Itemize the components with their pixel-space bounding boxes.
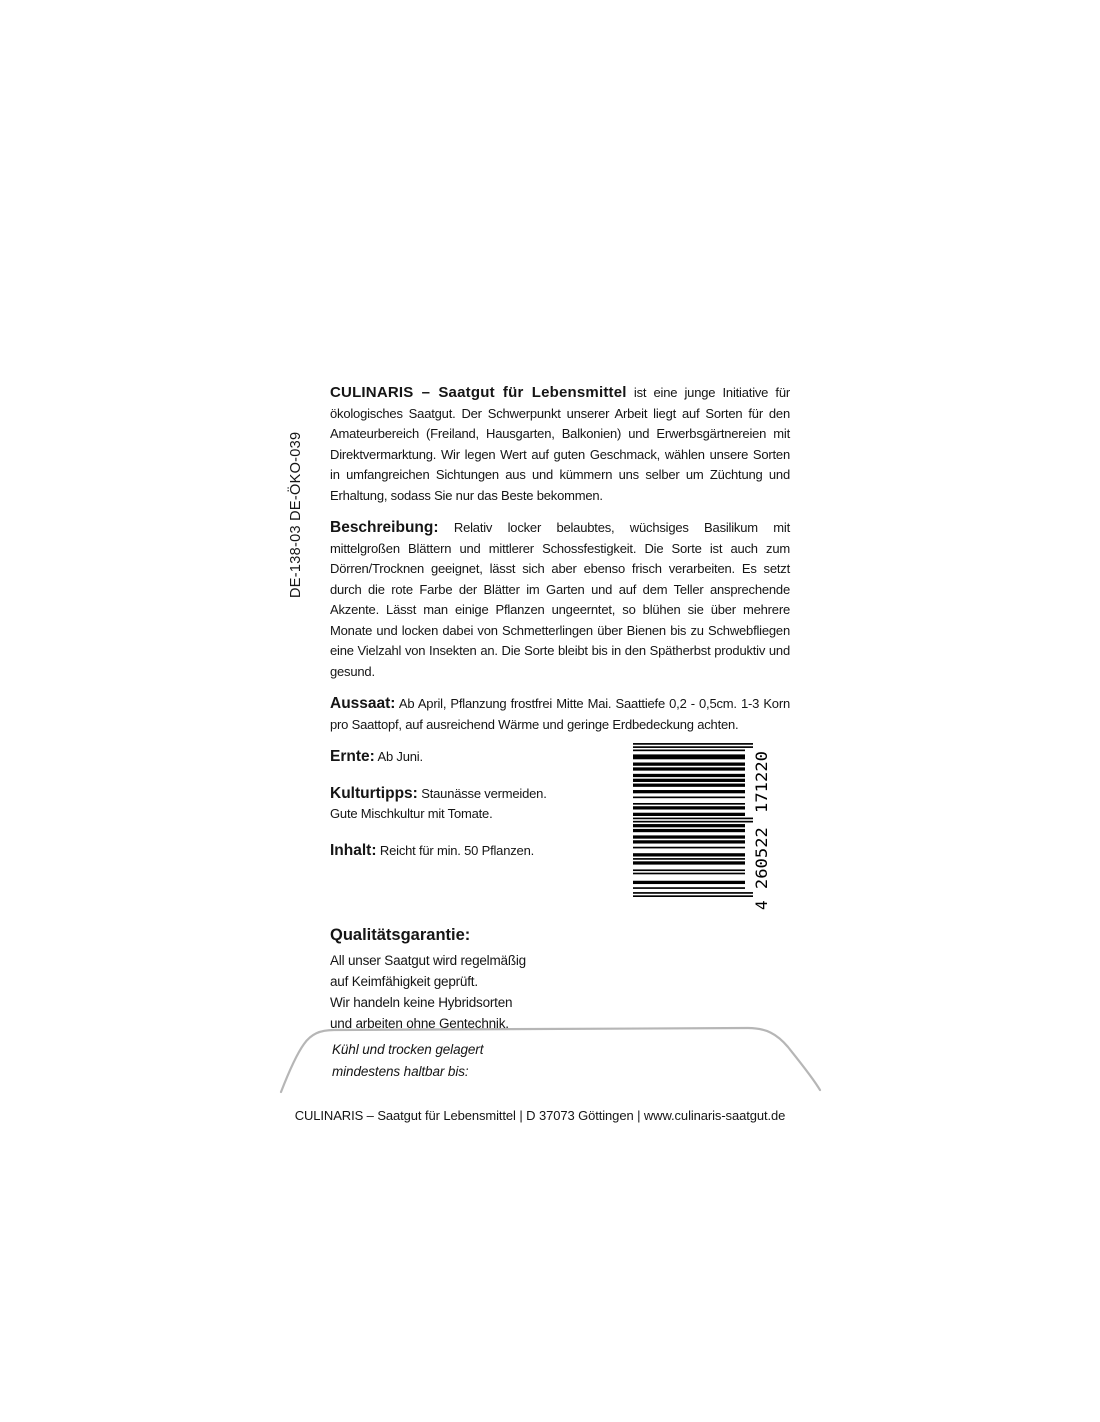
beschreibung-text: Relativ locker belaubtes, wüchsiges Basilikum mit mittelgroßen Blättern und mittlerer Schossfestigkeit. Die Sorte ist auch zum Dörren/Trocknen geeignet, lässt sich aber ebenso frisch verarbeiten. Es setzt durch die rote Farbe der Blätter im Garten und auf dem Teller ansprechende Akzente. Lässt man einige Pflanzen ungeerntet, so blühen sie über mehrere Monate und locken dabei von Schmetterlingen über Bienen bis zu Schwebfliegen eine Vielzahl von Insekten an. Die Sorte bleibt bis in den Spätherbst produktiv und gesund. xyxy=(330,520,790,679)
quality-title: Qualitätsgarantie: xyxy=(330,926,471,944)
ean13-barcode xyxy=(633,741,778,911)
quality-line: auf Keimfähigkeit geprüft. xyxy=(330,974,478,989)
storage-note xyxy=(332,1039,483,1082)
aussaat-text: Ab April, Pflanzung frostfrei Mitte Mai. Saattiefe 0,2 - 0,5cm. 1-3 Korn pro Saattopf, auf ausreichend Wärme und geringe Erdbedeckung achten. xyxy=(330,696,790,732)
ernte-label: Ernte: xyxy=(330,748,375,765)
beschreibung-label: Beschreibung: xyxy=(330,519,439,536)
quality-line: All unser Saatgut wird regelmäßig xyxy=(330,953,526,968)
svg-text:171220: 171220 xyxy=(752,755,771,813)
ernte-text: Ab Juni. xyxy=(377,749,423,764)
section-beschreibung xyxy=(330,518,790,682)
inhalt-label: Inhalt: xyxy=(330,841,377,859)
aussaat-label: Aussaat: xyxy=(330,695,396,712)
eco-certification-code: DE-138-03 DE-ÖKO-039 xyxy=(288,431,304,598)
storage-note-line: Kühl und trocken gelagert xyxy=(332,1042,484,1057)
quality-line: Wir handeln keine Hybridsorten xyxy=(330,995,513,1010)
svg-text:260522: 260522 xyxy=(752,831,771,890)
inhalt-text: Reicht für min. 50 Pflanzen. xyxy=(379,842,535,858)
barcode-bars xyxy=(633,741,778,911)
kulturtipps-label: Kulturtipps: xyxy=(330,784,418,802)
intro-text: ist eine junge Initiative für ökologisches Saatgut. Der Schwerpunkt unserer Arbeit liegt auf Sorten für den Amateurbereich (Freiland, Hausgarten, Balkonien) und Erwerbsgärtnereien mit Direktvermarktung. Wir legen Wert auf guten Geschmack, wählen unsere Sorten in umfangreichen Sichtungen aus und kümmern uns selber um Züchtung und Erhaltung, sodass Sie nur das Beste bekommen. xyxy=(330,385,790,503)
intro-paragraph xyxy=(330,383,790,506)
storage-note-line: mindestens haltbar bis: xyxy=(332,1063,469,1079)
quality-line: und arbeiten ohne Gentechnik. xyxy=(330,1016,509,1031)
section-aussaat xyxy=(330,694,790,735)
footer-address-line: CULINARIS – Saatgut für Lebensmittel | D 37073 Göttingen | www.culinaris-saatgut.de xyxy=(294,1108,786,1123)
kulturtipps-text2: Gute Mischkultur mit Tomate. xyxy=(330,806,493,821)
kulturtipps-text: Staunässe vermeiden. xyxy=(421,785,547,801)
brand-lead: CULINARIS – Saatgut für Lebensmittel xyxy=(330,384,627,401)
svg-text:4: 4 xyxy=(752,900,771,910)
